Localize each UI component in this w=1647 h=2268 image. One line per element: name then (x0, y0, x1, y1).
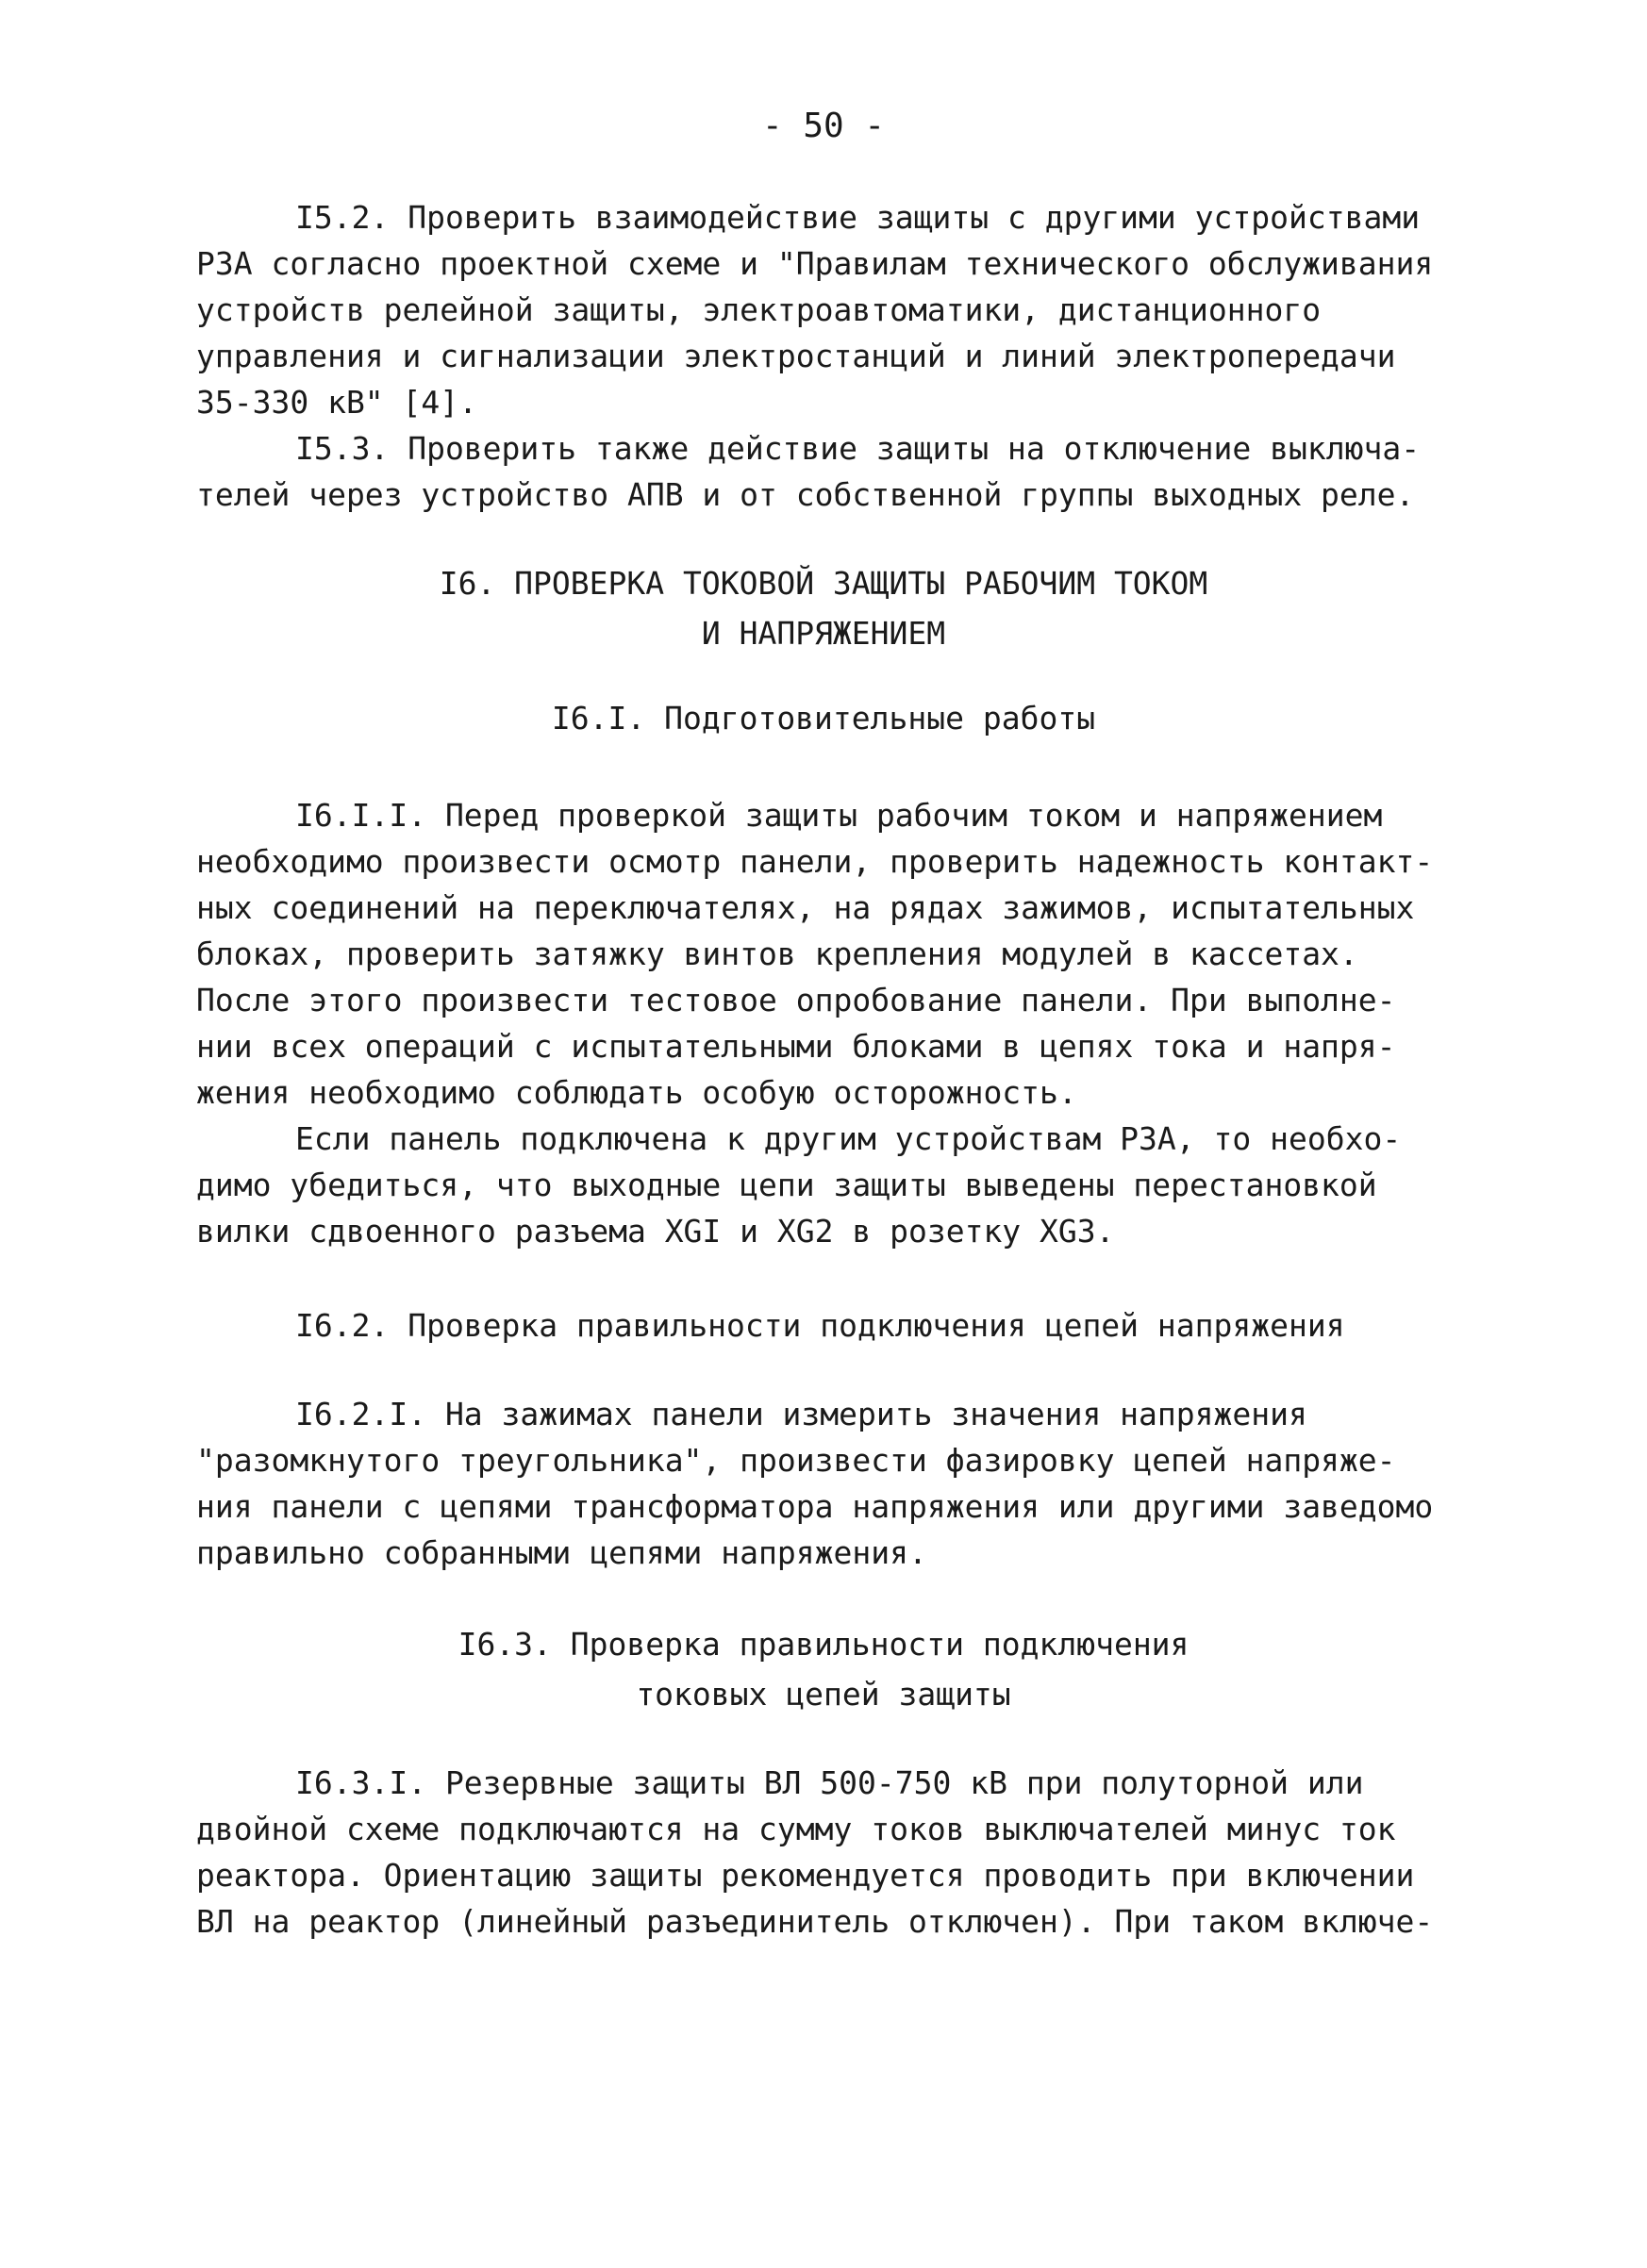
text-line: I6.I.I. Перед проверкой защиты рабочим током и напряжением (295, 797, 1383, 834)
text-line: реактора. Ориентацию защиты рекомендуется проводить при включении (196, 1857, 1415, 1894)
paragraph-15-3 (196, 425, 1460, 518)
text-line: нии всех операций с испытательными блоками в цепях тока и напря- (196, 1028, 1396, 1065)
text-line: блоках, проверить затяжку винтов крепления модулей в кассетах. (196, 935, 1358, 972)
paragraph-16-1-1 (196, 792, 1460, 1116)
text-line: После этого произвести тестовое опробование панели. При выполне- (196, 982, 1396, 1018)
paragraph-16-1-1-continued (196, 1116, 1460, 1254)
text-line: РЗА согласно проектной схеме и "Правилам технического обслуживания (196, 245, 1434, 282)
heading-line: И НАПРЯЖЕНИЕМ (701, 615, 946, 652)
page-number: - 50 - (761, 107, 886, 145)
text-line: I5.3. Проверить также действие защиты на отключение выключа- (295, 430, 1421, 467)
paragraph-16-3-1 (196, 1760, 1460, 1945)
subsection-heading-16-2 (196, 1302, 1460, 1349)
text-line: вилки сдвоенного разъема XGI и XG2 в розетку XG3. (196, 1213, 1115, 1250)
text-line: I6.3.I. Резервные защиты ВЛ 500-750 кВ при полуторной или (295, 1764, 1364, 1801)
heading-line: I6.3. Проверка правильности подключения (458, 1626, 1190, 1663)
text-line: правильно собранными цепями напряжения. (196, 1534, 927, 1571)
text-line: Если панель подключена к другим устройствам РЗА, то необхо- (295, 1120, 1402, 1157)
heading-line: I6.2. Проверка правильности подключения цепей напряжения (295, 1307, 1345, 1344)
text-line: управления и сигнализации электростанций и линий электропередачи (196, 338, 1396, 374)
text-line: жения необходимо соблюдать особую осторожность. (196, 1074, 1077, 1111)
text-line: "разомкнутого треугольника", произвести фазировку цепей напряже- (196, 1442, 1396, 1479)
text-line: устройств релейной защиты, электроавтоматики, дистанционного (196, 291, 1322, 328)
section-heading-16 (0, 558, 1647, 658)
text-line: ния панели с цепями трансформатора напряжения или другими заведомо (196, 1488, 1434, 1525)
heading-line: токовых цепей защиты (636, 1676, 1011, 1713)
text-line: ВЛ на реактор (линейный разъединитель отключен). При таком включе- (196, 1903, 1434, 1940)
text-line: 35-330 кВ" [4]. (196, 384, 478, 421)
text-line: телей через устройство АПВ и от собственной группы выходных реле. (196, 476, 1415, 513)
paragraph-15-2 (196, 194, 1460, 425)
text-line: двойной схеме подключаются на сумму токов выключателей минус ток (196, 1811, 1396, 1847)
subsection-heading-16-1: I6.I. Подготовительные работы (551, 700, 1096, 737)
subsection-heading-16-3 (0, 1619, 1647, 1719)
text-line: I6.2.I. На зажимах панели измерить значения напряжения (295, 1396, 1307, 1432)
text-line: I5.2. Проверить взаимодействие защиты с другими устройствами (295, 199, 1421, 236)
text-line: ных соединений на переключателях, на рядах зажимов, испытательных (196, 889, 1415, 926)
paragraph-16-2-1 (196, 1391, 1460, 1576)
text-line: димо убедиться, что выходные цепи защиты выведены перестановкой (196, 1167, 1377, 1203)
text-line: необходимо произвести осмотр панели, проверить надежность контакт- (196, 843, 1434, 880)
heading-line: I6. ПРОВЕРКА ТОКОВОЙ ЗАЩИТЫ РАБОЧИМ ТОКОМ (439, 565, 1208, 602)
